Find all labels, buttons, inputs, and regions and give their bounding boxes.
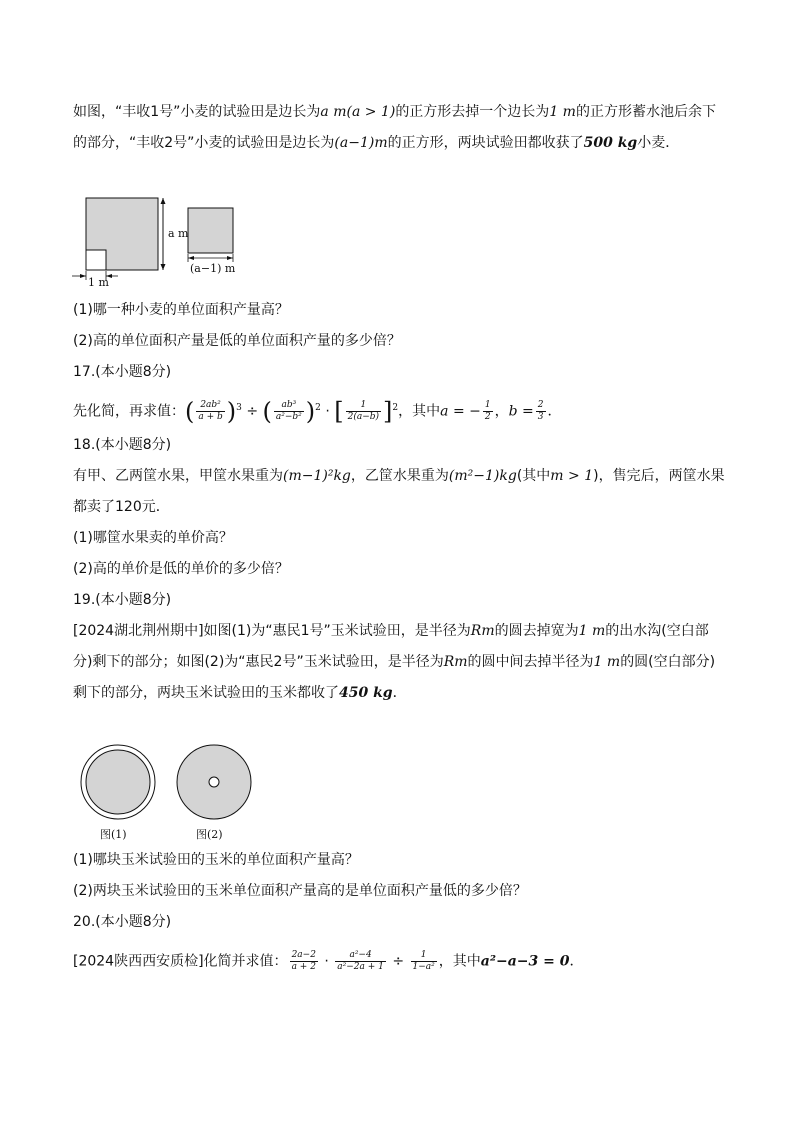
fraction: $\frac{2}{3}$ (537, 400, 544, 423)
fraction: $\frac{1}{2}$ (484, 400, 491, 423)
p19-line-1: [2024湖北荆州期中]如图(1)为“惠民1号”玉米试验田，是半径为Rm的圆去掉宽为1 m的出水沟(空白部 (73, 623, 709, 639)
p19-header: 19.(本小题8分) (73, 592, 172, 608)
p16-line-1: 如图，“丰收1号”小麦的试验田是边长为a m(a > 1)的正方形去掉一个边长为1 m的正方形蓄水池后余下 (73, 104, 716, 120)
fraction: $\frac{1}{2(a-b)}$ (347, 400, 380, 423)
label-a-m: a m (168, 227, 189, 240)
p16-question-1: (1)哪一种小麦的单位面积产量高？ (73, 302, 289, 318)
p16-line-2: 的部分，“丰收2号”小麦的试验田是边长为(a−1)m的正方形，两块试验田都收获了500 kg小麦． (73, 135, 680, 151)
figure-2-caption: 图(2) (196, 828, 223, 841)
p20-header: 20.(本小题8分) (73, 914, 172, 930)
fraction: $\frac{1}{\text{1−a²}}$ (412, 950, 435, 972)
p19-line-3: 剩下的部分，两块玉米试验田的玉米都收了450 kg． (73, 685, 407, 701)
p19-question-2: (2)两块玉米试验田的玉米单位面积产量高的是单位面积产量低的多少倍？ (73, 883, 527, 899)
fraction: $\frac{\text{ab³}}{\text{a²−b²}}$ (275, 400, 302, 423)
fraction: $\frac{\text{a²−4}}{\text{a²−2a + 1}}$ (337, 950, 384, 972)
p18-question-1: (1)哪筐水果卖的单价高？ (73, 530, 233, 546)
p19-question-1: (1)哪块玉米试验田的玉米的单位面积产量高？ (73, 852, 359, 868)
p18-line-1: 有甲、乙两筐水果，甲筐水果重为(m−1)²kg，乙筐水果重为(m²−1)kg(其中m > 1)，售完后，两筐水果 (73, 468, 725, 484)
p16-question-2: (2)高的单位面积产量是低的单位面积产量的多少倍？ (73, 333, 401, 349)
p18-line-2: 都卖了120元． (73, 499, 170, 515)
p19-line-2: 分)剩下的部分；如图(2)为“惠民2号”玉米试验田，是半径为Rm的圆中间去掉半径为1 m的圆(空白部分) (73, 654, 716, 670)
p17-header: 17.(本小题8分) (73, 364, 172, 380)
fraction: $\frac{\text{2ab²}}{a + b}$ (198, 400, 223, 423)
p17-expression: 先化简，再求值：( $\frac{\text{2ab²}}{a + b}$ )$^3$ ÷ ( $\frac{\text{ab³}}{\text{a²−b²}}$ )$^2$ · [ $\frac{1}{2(a-b)}$ ]$^2$，其中a = − $\frac{1}{2}$ ，b = $\frac{2}{3}$ ． (73, 397, 562, 426)
wheat-field-figure (64, 192, 254, 288)
p18-header: 18.(本小题8分) (73, 437, 172, 453)
p18-question-2: (2)高的单价是低的单价的多少倍？ (73, 561, 289, 577)
label-1-m: 1 m (88, 276, 109, 288)
fraction: $\frac{2a-2}{a + 2}$ (291, 950, 316, 972)
figure-1-caption: 图(1) (100, 828, 127, 841)
p20-expression: [2024陕西西安质检]化简并求值： $\frac{2a-2}{a + 2}$ · $\frac{\text{a²−4}}{\text{a²−2a + 1}}$ ÷ $\frac{1}{\text{1−a²}}$ ，其中a²−a−3 = 0． (73, 950, 584, 972)
label-a-minus-1-m: (a−1) m (190, 262, 236, 275)
corn-field-figures (68, 744, 268, 844)
